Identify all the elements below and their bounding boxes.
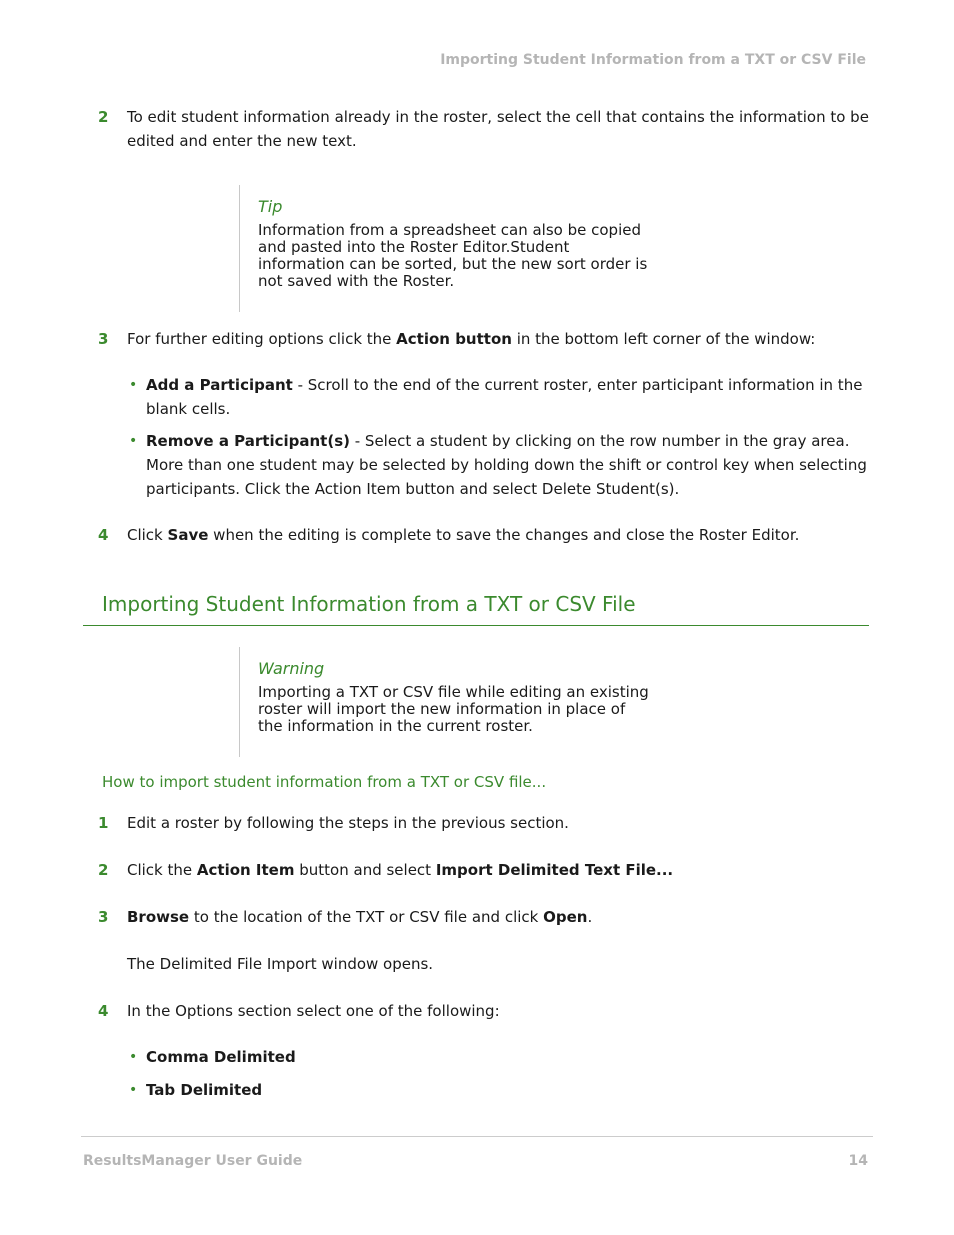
step-text: Edit a roster by following the steps in the previous section. [127,814,569,832]
step-number: 4 [98,526,109,544]
section-divider [83,625,869,626]
page-number: 14 [848,1153,868,1169]
step-text: For further editing options click the Action button in the bottom left corner of the window: [127,330,816,348]
bullet-icon: • [129,377,138,393]
step-text: Browse to the location of the TXT or CSV file and click Open. [127,908,593,926]
bullet-icon: • [129,1082,138,1098]
tip-note [239,185,653,312]
step-text: To edit student information already in the roster, select the cell that contains the information to be edited and enter the new text. [127,108,869,150]
bullet-icon: • [129,1049,138,1065]
warning-body: Importing a TXT or CSV file while editing an existing roster will import the new information in place of the information in the current roster. [258,683,649,735]
procedure-title: How to import student information from a TXT or CSV file... [102,773,547,791]
section-heading: Importing Student Information from a TXT or CSV File [102,592,636,616]
step-number: 2 [98,861,109,879]
step-number: 3 [98,330,109,348]
bullet-item: Remove a Participant(s) - Select a student by clicking on the row number in the gray area. More than one student may be selected by holding down the shift or control key when selecting participants. Click the Action Item button and select Delete Student(s). [146,432,867,498]
bullet-item: Comma Delimited [146,1048,296,1066]
warning-title: Warning [258,659,325,678]
step-text: In the Options section select one of the following: [127,1002,500,1020]
tip-title: Tip [258,197,283,216]
footer-guide-title: ResultsManager User Guide [83,1153,303,1169]
footer-divider [81,1136,873,1137]
bullet-icon: • [129,433,138,449]
tip-body: Information from a spreadsheet can also be copied and pasted into the Roster Editor.Student information can be sorted, but the new sort order is not saved with the Roster. [258,221,648,290]
step-number: 1 [98,814,109,832]
bullet-item: Add a Participant - Scroll to the end of the current roster, enter participant information in the blank cells. [146,376,863,418]
step-result: The Delimited File Import window opens. [127,955,434,973]
bullet-item: Tab Delimited [146,1081,263,1099]
step-number: 3 [98,908,109,926]
step-text: Click the Action Item button and select Import Delimited Text File... [127,861,674,879]
warning-note [239,647,653,757]
step-text: Click Save when the editing is complete to save the changes and close the Roster Editor. [127,526,800,544]
running-header: Importing Student Information from a TXT or CSV File [440,52,866,68]
step-number: 2 [98,108,109,126]
step-number: 4 [98,1002,109,1020]
